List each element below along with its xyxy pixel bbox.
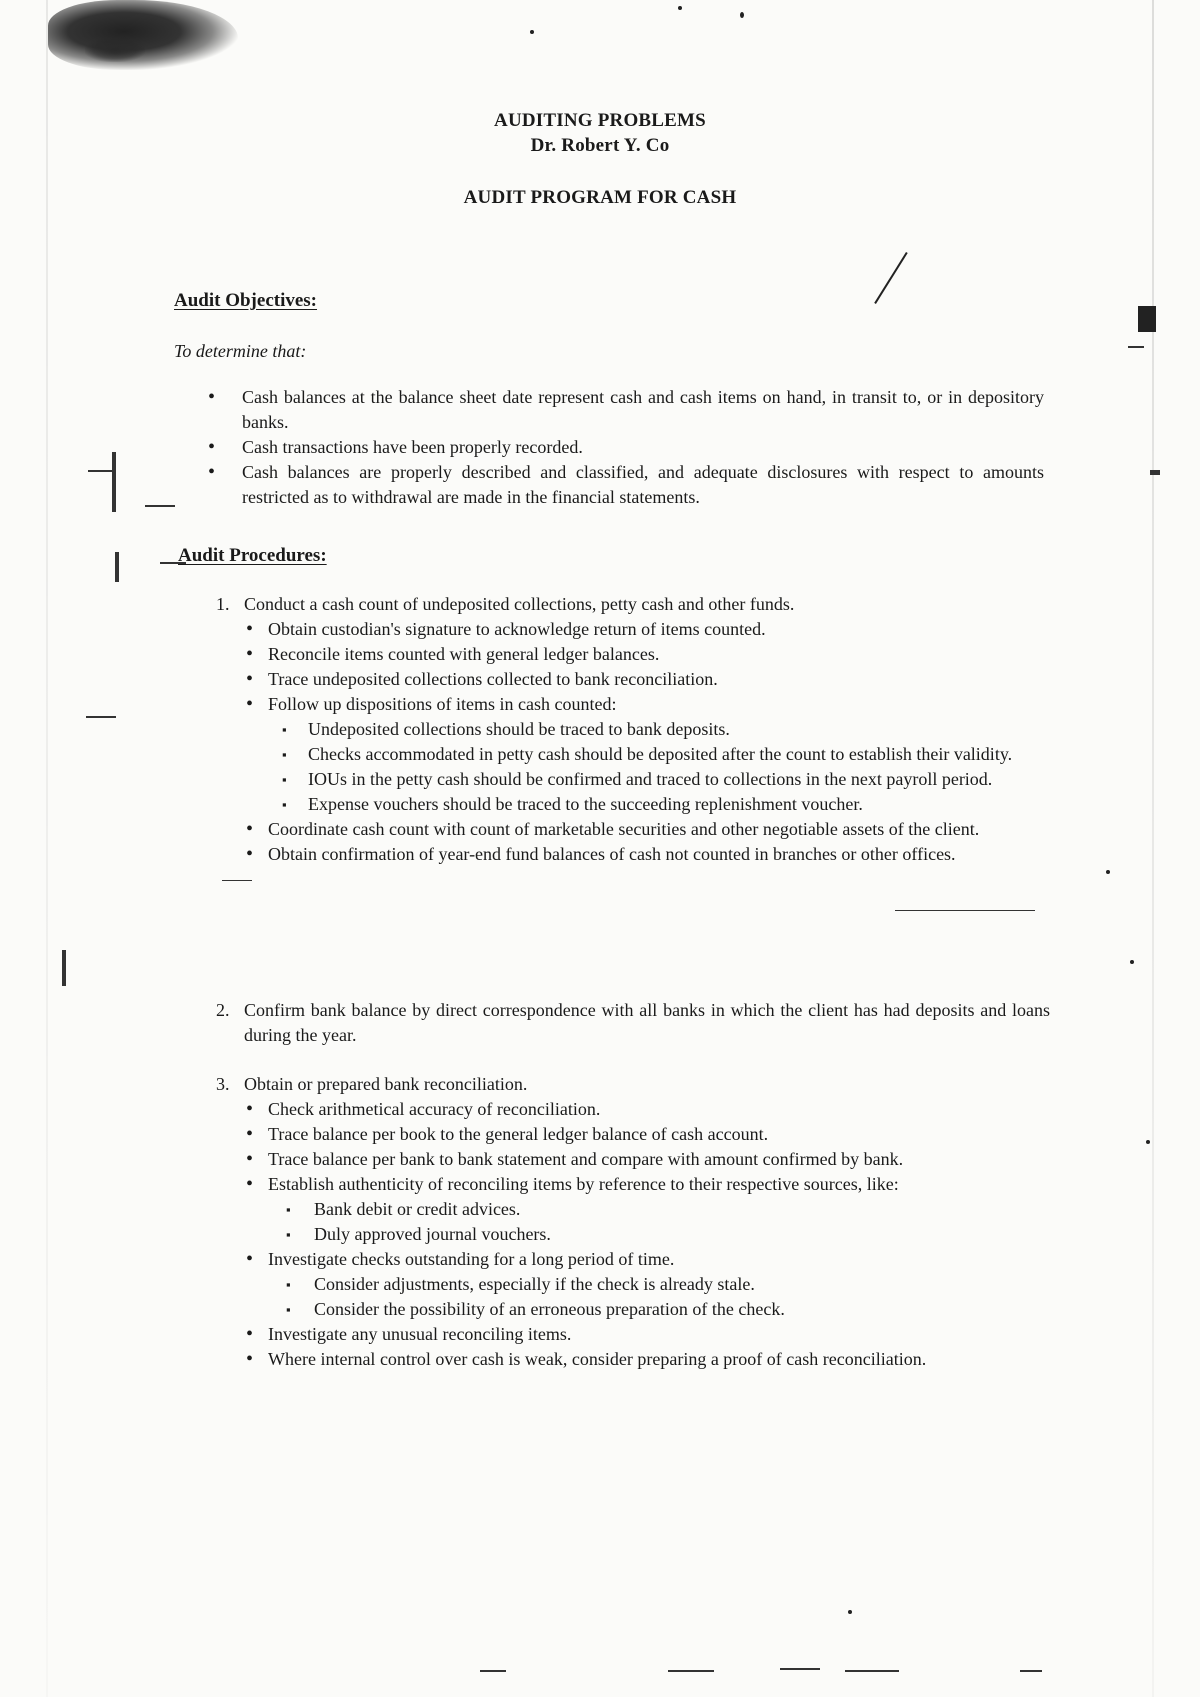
procedure-subitem: • Establish authenticity of reconciling items by reference to their respective sources, like: <box>210 1172 1050 1197</box>
scan-mark <box>115 552 119 582</box>
scan-mark <box>88 470 112 472</box>
scan-mark <box>668 1670 714 1672</box>
scan-mark <box>1150 470 1160 475</box>
scan-mark <box>895 910 1035 911</box>
scan-mark <box>222 880 252 881</box>
document-title: AUDITING PROBLEMS <box>494 110 706 131</box>
procedure-3 <box>210 1072 1050 1372</box>
objectives-list <box>206 385 1044 510</box>
procedure-subitem: • Investigate any unusual reconciling items. <box>210 1322 1050 1347</box>
scan-mark <box>112 452 116 512</box>
procedure-text: Obtain or prepared bank reconciliation. <box>244 1074 528 1094</box>
procedure-subitem: • Obtain custodian's signature to acknowledge return of items counted. <box>210 617 1050 642</box>
scan-speck <box>1146 1140 1150 1144</box>
procedure-text: Confirm bank balance by direct correspondence with all banks in which the client has had deposits and loans during the year. <box>244 1000 1050 1045</box>
procedure-subsubitem: ▪ Bank debit or credit advices. <box>210 1197 1050 1222</box>
procedure-2 <box>210 998 1050 1048</box>
procedure-subitem: • Check arithmetical accuracy of reconciliation. <box>210 1097 1050 1122</box>
procedure-subitem: • Trace balance per bank to bank statement and compare with amount confirmed by bank. <box>210 1147 1050 1172</box>
procedure-subitem: • Trace undeposited collections collected to bank reconciliation. <box>210 667 1050 692</box>
objective-item: • Cash transactions have been properly recorded. <box>206 435 1044 460</box>
procedure-subsubitem: ▪ Undeposited collections should be traced to bank deposits. <box>210 717 1050 742</box>
procedure-number: 1. <box>216 594 230 614</box>
procedure-subitem: • Obtain confirmation of year-end fund balances of cash not counted in branches or other offices. <box>210 842 1050 867</box>
scan-speck <box>1130 960 1134 964</box>
scan-mark <box>845 1670 899 1672</box>
procedure-subitem: • Investigate checks outstanding for a long period of time. <box>210 1247 1050 1272</box>
scan-mark <box>86 716 116 718</box>
procedure-subitem: • Follow up dispositions of items in cash counted: <box>210 692 1050 717</box>
procedure-subsubitem: ▪ Expense vouchers should be traced to the succeeding replenishment voucher. <box>210 792 1050 817</box>
procedure-subsubitem: ▪ Checks accommodated in petty cash should be deposited after the count to establish their validity. <box>210 742 1050 767</box>
objectives-heading: Audit Objectives: <box>174 290 318 311</box>
scan-speck <box>740 12 744 18</box>
objective-item: • Cash balances at the balance sheet date represent cash and cash items on hand, in transit to, or in depository banks. <box>206 385 1044 435</box>
procedure-subitem: • Coordinate cash count with count of marketable securities and other negotiable assets of the client. <box>210 817 1050 842</box>
scan-mark <box>1020 1670 1042 1672</box>
procedure-number: 3. <box>216 1074 230 1094</box>
procedure-subsubitem: ▪ Duly approved journal vouchers. <box>210 1222 1050 1247</box>
procedure-subitem: • Reconcile items counted with general ledger balances. <box>210 642 1050 667</box>
procedure-subsubitem: ▪ Consider the possibility of an erroneous preparation of the check. <box>210 1297 1050 1322</box>
scan-mark <box>480 1670 506 1672</box>
scan-mark <box>1138 306 1156 332</box>
scan-speck <box>678 6 682 10</box>
scan-speck <box>530 30 534 34</box>
procedure-subitem: • Trace balance per book to the general ledger balance of cash account. <box>210 1122 1050 1147</box>
scan-speck <box>1106 870 1110 874</box>
scan-mark <box>1128 346 1144 348</box>
procedure-item <box>210 1072 1050 1097</box>
program-title: AUDIT PROGRAM FOR CASH <box>463 187 737 208</box>
procedure-subitem: • Where internal control over cash is weak, consider preparing a proof of cash reconciliation. <box>210 1347 1050 1372</box>
procedures-heading: Audit Procedures: <box>178 545 327 566</box>
document-author: Dr. Robert Y. Co <box>530 135 670 156</box>
scan-speck <box>848 1610 852 1614</box>
scan-edge-left <box>46 0 48 1697</box>
procedure-subsubitem: ▪ IOUs in the petty cash should be confirmed and traced to collections in the next payroll period. <box>210 767 1050 792</box>
ink-smudge <box>85 38 145 62</box>
procedure-number: 2. <box>216 1000 230 1020</box>
procedure-item <box>210 998 1050 1048</box>
procedure-item <box>210 592 1050 617</box>
scan-mark <box>145 505 175 507</box>
pen-mark <box>874 252 907 304</box>
procedure-subsubitem: ▪ Consider adjustments, especially if the check is already stale. <box>210 1272 1050 1297</box>
procedure-1 <box>210 592 1050 867</box>
objectives-lead: To determine that: <box>174 341 307 361</box>
scan-mark <box>62 950 66 986</box>
scan-edge-right <box>1152 0 1154 1697</box>
procedure-text: Conduct a cash count of undeposited collections, petty cash and other funds. <box>244 594 795 614</box>
objective-item: • Cash balances are properly described and classified, and adequate disclosures with respect to amounts restricted as to withdrawal are made in the financial statements. <box>206 460 1044 510</box>
scan-mark <box>780 1668 820 1670</box>
